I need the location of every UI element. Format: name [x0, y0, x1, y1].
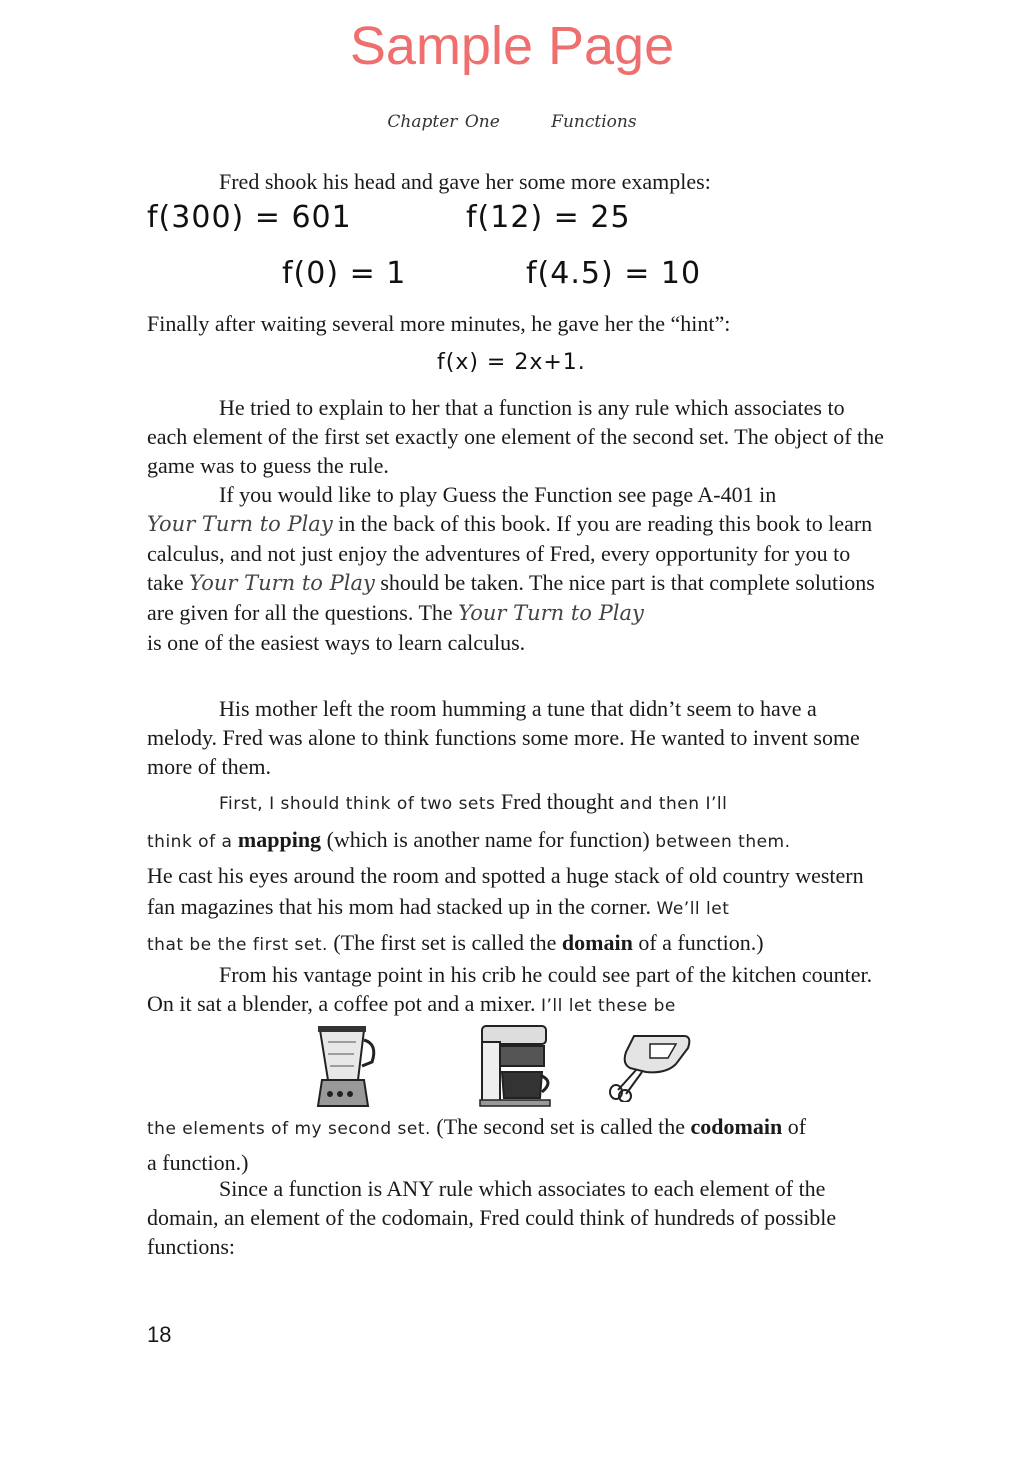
example-f45: f(4.5) = 10: [526, 256, 702, 291]
paragraph-function-definition: He tried to explain to her that a function is any rule which associates to each element of the first set exactly one element of the second set. The object of the game was to guess the rule.: [147, 395, 884, 478]
hint-formula: f(x) = 2x+1.: [437, 350, 586, 375]
ytp-ref-3: Your Turn to Play: [458, 601, 644, 625]
example-f12: f(12) = 25: [466, 200, 631, 235]
blender-icon: [306, 1022, 386, 1110]
example-f300: f(300) = 601: [147, 200, 352, 235]
chapter-title: Functions: [551, 112, 637, 132]
thought-first-set: that be the first set.: [147, 935, 328, 955]
para2-text-b: in the back of this book. If you are reading this book to learn calculus, and not just enjoy the adventures of Fred, every opportunity for you to take: [147, 511, 873, 595]
para5-text-3: of: [782, 1114, 807, 1139]
paragraph-mother-left: His mother left the room humming a tune that didn’t seem to have a melody. Fred was alone to think functions some more. He wanted to invent some more of them.: [147, 696, 860, 779]
para5-text-4: a function.): [147, 1150, 249, 1175]
thought-think-of: think of a: [147, 832, 233, 852]
example-f0: f(0) = 1: [282, 256, 407, 291]
para2-line1: If you would like to play Guess the Function see page A-401 in: [219, 482, 777, 507]
para4-text-1: Fred thought: [495, 789, 620, 814]
para5-text-2: (The second set is called the: [430, 1114, 691, 1139]
paragraph-possible-functions: Since a function is ANY rule which associates to each element of the domain, an element of the codomain, Fred could think of hundreds of possible functions:: [147, 1176, 837, 1259]
thought-between: between them.: [655, 832, 791, 852]
para2-text-c: should be taken. The nice part is that complete solutions are given for all the questions. The: [147, 570, 875, 625]
paragraph-sets-thought: [147, 784, 887, 963]
term-mapping: mapping: [237, 827, 322, 852]
para4-text-3: He cast his eyes around the room and spotted a huge stack of old country western fan magazines that his mom had stacked up in the corner.: [147, 863, 864, 919]
para4-text-2: (which is another name for function): [321, 827, 656, 852]
para4-text-5: of a function.): [632, 930, 764, 955]
term-domain: domain: [561, 930, 633, 955]
ytp-ref-2: Your Turn to Play: [189, 571, 375, 595]
term-codomain: codomain: [690, 1114, 783, 1139]
ytp-ref-1: Your Turn to Play: [147, 512, 333, 536]
mixer-icon: [606, 1030, 692, 1102]
coffee-pot-icon: [478, 1022, 556, 1108]
thought-then: and then I’ll: [619, 794, 728, 814]
intro-line: Fred shook his head and gave her some more examples:: [219, 169, 711, 194]
thought-first-sets: First, I should think of two sets: [219, 794, 496, 814]
paragraph-your-turn-to-play: [147, 480, 887, 657]
para2-line-last: is one of the easiest ways to learn calculus.: [147, 630, 526, 655]
chapter-label: Chapter One: [387, 112, 500, 132]
thought-well-let: We’ll let: [656, 899, 730, 919]
paragraph-second-set: [147, 1110, 887, 1180]
watermark: Sample Page: [349, 16, 675, 76]
thought-second-set: the elements of my second set.: [147, 1119, 431, 1139]
thought-let-these-be: I’ll let these be: [540, 996, 676, 1016]
para4-text-4: (The first set is called the: [327, 930, 562, 955]
paragraph-kitchen: [147, 960, 887, 1021]
running-head: [0, 112, 1024, 132]
para5-text-1: From his vantage point in his crib he could see part of the kitchen counter. On it sat a blender, a coffee pot and a mixer.: [147, 962, 873, 1016]
hint-line: Finally after waiting several more minutes, he gave her the “hint”:: [147, 311, 731, 336]
page-number: 18: [147, 1322, 172, 1347]
